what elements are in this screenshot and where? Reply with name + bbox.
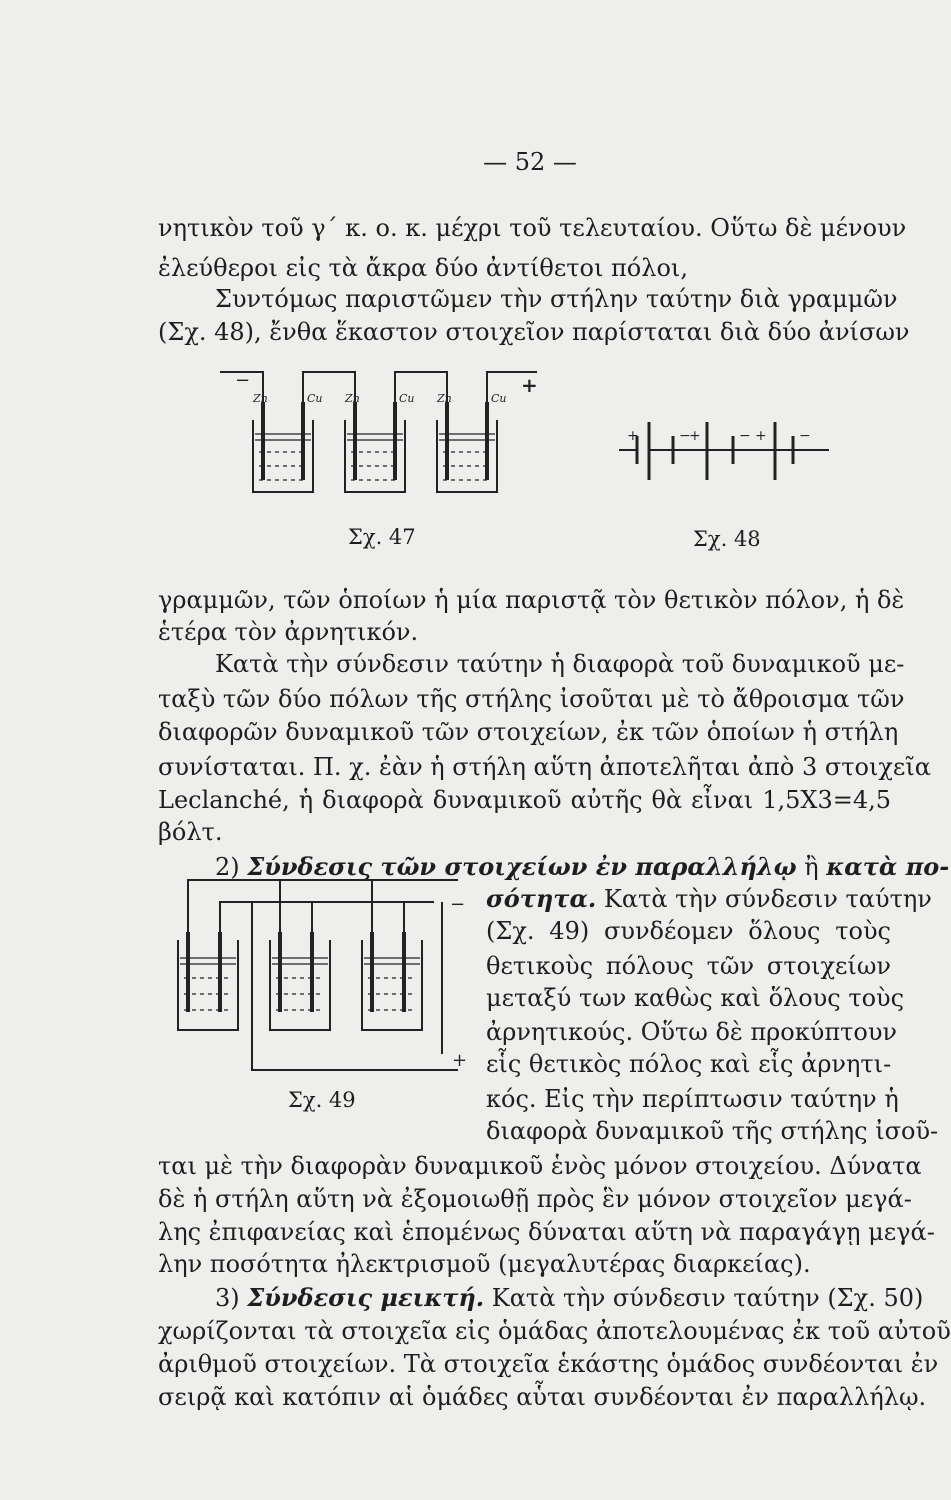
text-line: ται μὲ τὴν διαφορὰν δυναμικοῦ ἑνὸς μόνον στοιχείου. Δύνατα: [158, 1152, 922, 1180]
text-line: [486, 884, 932, 913]
electrode-label: Cu: [399, 392, 415, 405]
text-line: μεταξύ των καθὼς καὶ ὅλους τοὺς: [486, 984, 905, 1012]
text-line: ἀριθμοῦ στοιχείων. Τὰ στοιχεῖα ἑκάστης ὁμάδος συνδέονται ἐν: [158, 1350, 939, 1378]
text-line: Leclanché, ἡ διαφορὰ δυναμικοῦ αὐτῆς θὰ εἶναι 1,5Χ3=4,5: [158, 786, 891, 814]
polarity-sign: −: [799, 428, 811, 444]
polarity-sign: +: [755, 428, 767, 444]
figure-49-parallel-cells: [160, 872, 480, 1082]
electrode-label: Zn: [253, 392, 268, 405]
text-line: συνίσταται. Π. χ. ἐὰν ἡ στήλη αὕτη ἀποτελῆται ἀπὸ 3 στοιχεῖα: [158, 753, 931, 781]
electrode-label: Cu: [491, 392, 507, 405]
text-line: βόλτ.: [158, 818, 223, 846]
text-line: (Σχ. 49) συνδέομεν ὅλους τοὺς: [486, 917, 891, 945]
electrode-label: Zn: [437, 392, 452, 405]
text-line: διαφορῶν δυναμικοῦ τῶν στοιχείων, ἐκ τῶν ὁποίων ἡ στήλη: [158, 718, 899, 746]
text-fragment: Κατὰ τὴν σύνδεσιν ταύτην: [603, 885, 932, 913]
text-line: διαφορὰ δυναμικοῦ τῆς στήλης ἰσοῦ-: [486, 1117, 939, 1145]
electrode-label: Cu: [307, 392, 323, 405]
figure-48-caption: Σχ. 48: [693, 527, 761, 551]
text-fragment: ἢ: [804, 853, 819, 881]
polarity-sign: +: [689, 428, 701, 444]
text-line: ἐλεύθεροι εἰς τὰ ἄκρα δύο ἀντίθετοι πόλοι,: [158, 254, 688, 282]
figure-47-series-cells: [215, 362, 555, 512]
text-fragment: Κατὰ τὴν σύνδεσιν ταύτην (Σχ. 50): [491, 1284, 924, 1312]
text-line: ταξὺ τῶν δύο πόλων τῆς στήλης ἰσοῦται μὲ τὸ ἄθροισμα τῶν: [158, 685, 905, 713]
text-line: νητικὸν τοῦ γ΄ κ. ο. κ. μέχρι τοῦ τελευταίου. Οὕτω δὲ μένουν: [158, 214, 907, 242]
figure-48-battery-symbol: [615, 400, 840, 495]
text-line: εἷς θετικὸς πόλος καὶ εἷς ἀρνητι-: [486, 1050, 892, 1078]
text-line: θετικοὺς πόλους τῶν στοιχείων: [486, 952, 891, 980]
page-number: — 52 —: [483, 148, 577, 176]
negative-terminal: −: [235, 370, 251, 391]
text-line: Συντόμως παριστῶμεν τὴν στήλην ταύτην διὰ γραμμῶν: [215, 285, 898, 313]
text-line: ἑτέρα τὸν ἀρνητικόν.: [158, 618, 419, 646]
text-line: λης ἐπιφανείας καὶ ἑπομένως δύναται αὕτη νὰ παραγάγῃ μεγά-: [158, 1218, 935, 1246]
text-line: γραμμῶν, τῶν ὁποίων ἡ μία παριστᾷ τὸν θετικὸν πόλον, ἡ δὲ: [158, 586, 905, 614]
section-number: 3): [215, 1284, 240, 1312]
text-line: Κατὰ τὴν σύνδεσιν ταύτην ἡ διαφορὰ τοῦ δυναμικοῦ με-: [215, 650, 905, 678]
section-title: Σύνδεσις μεικτή.: [247, 1283, 485, 1312]
polarity-sign: +: [627, 428, 639, 444]
negative-terminal: −: [450, 894, 466, 915]
text-line: λην ποσότητα ἠλεκτρισμοῦ (μεγαλυτέρας διαρκείας).: [158, 1250, 811, 1278]
section-title: Σύνδεσις τῶν στοιχείων ἐν παραλλήλῳ: [247, 852, 797, 881]
polarity-sign: −: [679, 428, 691, 444]
text-line: δὲ ἡ στήλη αὕτη νὰ ἐξομοιωθῇ πρὸς ἓν μόνον στοιχεῖον μεγά-: [158, 1185, 912, 1213]
section-3-heading: [215, 1283, 924, 1312]
text-line: ἀρνητικούς. Οὕτω δὲ προκύπτουν: [486, 1018, 898, 1046]
figure-49-caption: Σχ. 49: [288, 1088, 356, 1112]
positive-terminal: +: [452, 1050, 468, 1071]
text-line: σειρᾷ καὶ κατόπιν αἱ ὁμάδες αὗται συνδέονται ἐν παραλλήλῳ.: [158, 1383, 927, 1411]
polarity-sign: −: [739, 428, 751, 444]
section-term: σότητα.: [486, 884, 597, 913]
electrode-label: Zn: [345, 392, 360, 405]
text-line: (Σχ. 48), ἔνθα ἕκαστον στοιχεῖον παρίσταται διὰ δύο ἀνίσων: [158, 318, 910, 346]
positive-terminal: +: [521, 373, 538, 397]
section-number: 2): [215, 853, 240, 881]
figure-47-caption: Σχ. 47: [348, 525, 416, 549]
text-line: κός. Εἰς τὴν περίπτωσιν ταύτην ἡ: [486, 1085, 899, 1113]
text-line: χωρίζονται τὰ στοιχεῖα εἰς ὁμάδας ἀποτελουμένας ἐκ τοῦ αὐτοῦ: [158, 1317, 951, 1345]
section-term: κατὰ πο-: [826, 852, 950, 881]
